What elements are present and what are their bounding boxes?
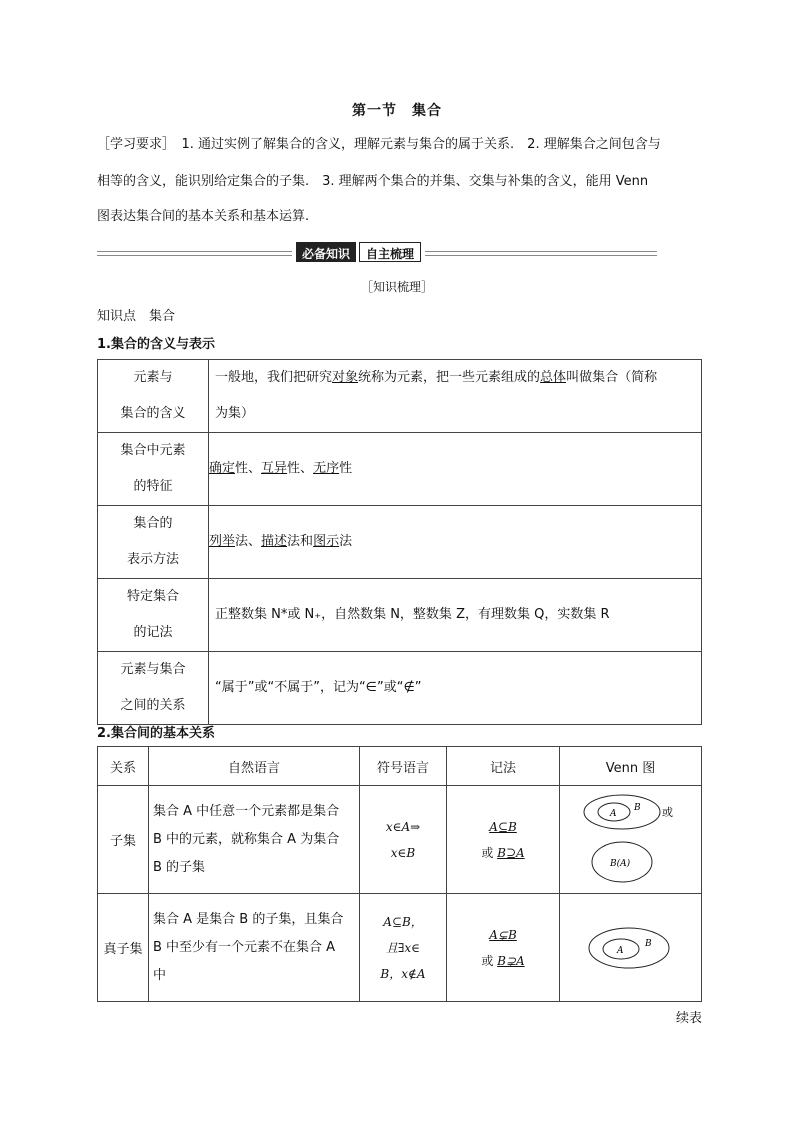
notation-text: A⊆B	[489, 819, 517, 834]
cell-text: 性、	[235, 461, 262, 476]
venn-label-a: A	[616, 945, 623, 956]
natural-language-text: B 中的元素，就称集合 A 为集合	[153, 831, 340, 847]
cell-text: 统称为元素，把一些元素组成的	[358, 370, 541, 385]
notation-or: 或	[481, 845, 498, 860]
cell-text: 正整数集 N*或 N₊，自然数集 N，整数集 Z，有理数集 Q，实数集 R	[209, 579, 702, 652]
cell-text: “属于”或“不属于”，记为“∈”或“∉”	[209, 652, 702, 725]
table-header-row	[98, 747, 702, 786]
natural-language-text: B 的子集	[153, 859, 206, 875]
table-row	[98, 652, 702, 725]
column-header: 自然语言	[149, 747, 360, 786]
symbol-text: x∈A⇒	[385, 819, 421, 834]
cell-text: 法	[339, 534, 353, 549]
underlined-answer: 确定	[209, 461, 236, 476]
row-label: 元素与集合	[120, 662, 186, 677]
table-row	[98, 579, 702, 652]
underlined-answer: 列举	[209, 534, 236, 549]
symbol-text: A⊆B，	[383, 914, 423, 929]
notation-text: A⊊B	[489, 927, 517, 942]
requirements-line-2: 相等的含义，能识别给定集合的子集. 3. 理解两个集合的并集、交集与补集的含义，能用 Venn	[97, 174, 649, 189]
notation-or: 或	[481, 953, 498, 968]
requirements-line-3: 图表达集合间的基本关系和基本运算.	[97, 209, 310, 224]
venn-or: 或	[661, 805, 673, 819]
row-label: 特定集合	[126, 589, 179, 604]
natural-language-text: 集合 A 是集合 B 的子集，且集合	[153, 911, 344, 927]
knowledge-point: 知识点 集合	[97, 309, 176, 324]
natural-language-text: B 中至少有一个元素不在集合 A	[153, 939, 336, 955]
relation-name: 真子集	[98, 894, 149, 1002]
cell-text: 性	[339, 461, 353, 476]
underlined-answer: 无序	[313, 461, 340, 476]
continued-label: 续表	[675, 1011, 702, 1026]
notation-text: B⊋A	[497, 953, 525, 968]
underlined-answer: 对象	[332, 370, 359, 385]
section-1-heading: 1.集合的含义与表示	[97, 337, 215, 352]
table-row	[98, 786, 702, 894]
cell-text: 一般地，我们把研究	[215, 370, 333, 385]
venn-subset-diagram	[576, 792, 686, 888]
natural-language-text: 集合 A 中任意一个元素都是集合	[153, 803, 340, 819]
underlined-answer: 互异	[261, 461, 288, 476]
symbol-text: x∈B	[390, 845, 416, 860]
relation-name: 子集	[98, 786, 149, 894]
section-banner	[292, 242, 425, 262]
venn-label-b: B	[633, 802, 641, 813]
page-title: 第一节 集合	[352, 103, 442, 119]
row-label: 集合的含义	[120, 406, 186, 421]
cell-text: 法和	[287, 534, 314, 549]
column-header: Venn 图	[560, 747, 702, 786]
row-label: 集合中元素	[120, 443, 186, 458]
requirements-line-1: ［学习要求］ 1. 通过实例了解集合的含义，理解元素与集合的属于关系. 2. 理解集合之间包含与	[97, 137, 661, 152]
symbol-text: B，x∉A	[380, 966, 426, 981]
table-row	[98, 894, 702, 1002]
underlined-answer: 图示	[313, 534, 340, 549]
row-label: 集合的	[133, 516, 173, 531]
table-row	[98, 506, 702, 579]
venn-label-b: B	[644, 938, 652, 949]
section-2-heading: 2.集合间的基本关系	[97, 726, 215, 741]
knowledge-subheading: ［知识梳理］	[360, 280, 433, 294]
column-header: 符号语言	[360, 747, 447, 786]
column-header: 关系	[98, 747, 149, 786]
banner-right: 自主梳理	[359, 242, 421, 262]
table-row	[98, 360, 702, 433]
column-header: 记法	[447, 747, 560, 786]
cell-text: 叫做集合（简称	[566, 370, 658, 385]
row-label: 元素与	[133, 370, 173, 385]
row-label: 的特征	[133, 479, 173, 494]
natural-language-text: 中	[153, 967, 167, 983]
cell-text: 性、	[287, 461, 314, 476]
set-meaning-table	[97, 359, 702, 725]
notation-text: B⊇A	[497, 845, 525, 860]
venn-label-ba: B(A)	[609, 858, 630, 869]
set-relations-table	[97, 746, 702, 1002]
row-label: 的记法	[133, 625, 173, 640]
table-row	[98, 433, 702, 506]
row-label: 表示方法	[126, 552, 179, 567]
underlined-answer: 总体	[540, 370, 567, 385]
underlined-answer: 描述	[261, 534, 288, 549]
cell-text: 法、	[235, 534, 262, 549]
venn-proper-subset-diagram	[581, 920, 681, 976]
row-label: 之间的关系	[120, 698, 186, 713]
symbol-text: 且∃x∈	[385, 940, 421, 955]
cell-text: 为集）	[215, 406, 255, 421]
banner-left: 必备知识	[296, 242, 356, 262]
venn-label-a: A	[609, 808, 616, 819]
